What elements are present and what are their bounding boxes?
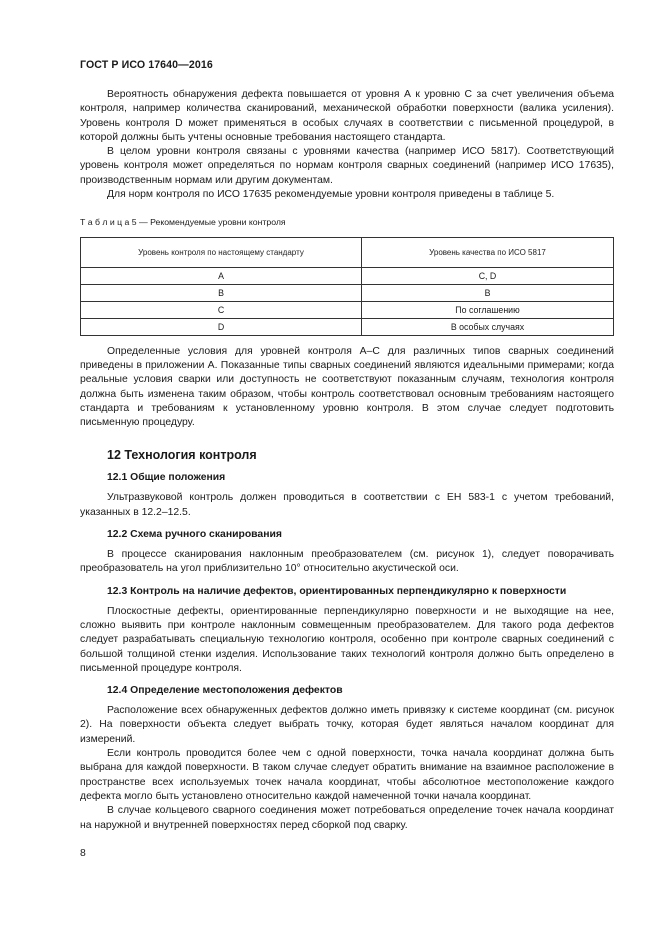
- page-content: [80, 88, 614, 833]
- table-cell: D: [81, 318, 362, 335]
- table-caption: Т а б л и ц а 5 — Рекомендуемые уровни контроля: [80, 217, 286, 228]
- page-number: 8: [80, 848, 86, 859]
- paragraph: В целом уровни контроля связаны с уровнями качества (например ИСО 5817). Соответствующий уровень контроля может определяться по нормам контроля сварных соединений (например ИСО 17635), производственным нормам или другим документам.: [80, 146, 614, 186]
- subsection-title: 12.2 Схема ручного сканирования: [107, 529, 282, 541]
- table-header-cell: Уровень контроля по настоящему стандарту: [81, 237, 362, 267]
- subsection-title: 12.4 Определение местоположения дефектов: [107, 685, 343, 697]
- table-row: [81, 267, 614, 284]
- table-header-row: [81, 237, 614, 267]
- table-cell: В: [362, 284, 614, 301]
- table-row: [81, 301, 614, 318]
- section-title: 12 Технология контроля: [107, 448, 257, 463]
- table-cell: С, D: [362, 267, 614, 284]
- paragraph: Если контроль проводится более чем с одной поверхности, точка начала координат должна быть выбрана для каждой поверхности. В таком случае следует обратить внимание на взаимное расположение в пространстве всех используемых точек начала координат, чтобы абсолютное местоположение каждого дефекта могло быть установлено относительно каждой намеченной точки начала координат.: [80, 748, 614, 802]
- paragraph: Определенные условия для уровней контроля А–С для различных типов сварных соединений приведены в приложении А. Показанные типы сварных соединений являются идеальными примерами; когда реальные условия сварки или доступность не соответствуют показанным случаям, технология контроля должна быть изменена таким образом, чтобы контроль соответствовал основным требованиям настоящего стандарта и требованиям к установленному уровню контроля. В этом случае следует подготовить письменную процедуру.: [80, 345, 614, 429]
- paragraph: Для норм контроля по ИСО 17635 рекомендуемые уровни контроля приведены в таблице 5.: [107, 189, 555, 201]
- subsection-title: 12.3 Контроль на наличие дефектов, ориентированных перпендикулярно к поверхности: [107, 585, 567, 597]
- table-cell: В: [81, 284, 362, 301]
- subsection-title: 12.1 Общие положения: [107, 472, 226, 484]
- paragraph: Плоскостные дефекты, ориентированные перпендикулярно поверхности и не выходящие на нее, сложно выявить при контроле наклонным совмещенным преобразователем. Для такого рода дефектов следует разрабатывать специальную технологию контроля, особенно при контроле сварных соединений с большой толщиной стенки изделия. Использование таких технологий контроля должно быть определено в письменной процедуре контроля.: [80, 605, 614, 674]
- paragraph: Вероятность обнаружения дефекта повышается от уровня А к уровню С за счет увеличения объема контроля, например количества сканирований, механической обработки поверхности (валика усиления). Уровень контроля D может применяться в особых случаях в соответствии с письменной процедурой, в которой должны быть учтены основные требования настоящего стандарта.: [80, 89, 614, 143]
- paragraph: Ультразвуковой контроль должен проводиться в соответствии с ЕН 583-1 с учетом требований, указанных в 12.2–12.5.: [80, 492, 614, 518]
- document-header: ГОСТ Р ИСО 17640—2016: [80, 59, 213, 71]
- paragraph: В случае кольцевого сварного соединения может потребоваться определение точек начала координат на наружной и внутренней поверхностях перед сборкой под сварку.: [80, 805, 614, 831]
- paragraph: В процессе сканирования наклонным преобразователем (см. рисунок 1), следует поворачивать преобразователь на угол приблизительно 10° относительно акустической оси.: [80, 549, 614, 575]
- table-5: [80, 237, 614, 336]
- paragraph: Расположение всех обнаруженных дефектов должно иметь привязку к системе координат (см. рисунок 2). На поверхности объекта следует выбрать точку, которая будет являться началом координат для измерений.: [80, 705, 614, 745]
- table-cell: По соглашению: [362, 301, 614, 318]
- table-cell: В особых случаях: [362, 318, 614, 335]
- table-cell: С: [81, 301, 362, 318]
- table-header-cell: Уровень качества по ИСО 5817: [362, 237, 614, 267]
- table-row: [81, 318, 614, 335]
- table-row: [81, 284, 614, 301]
- table-cell: А: [81, 267, 362, 284]
